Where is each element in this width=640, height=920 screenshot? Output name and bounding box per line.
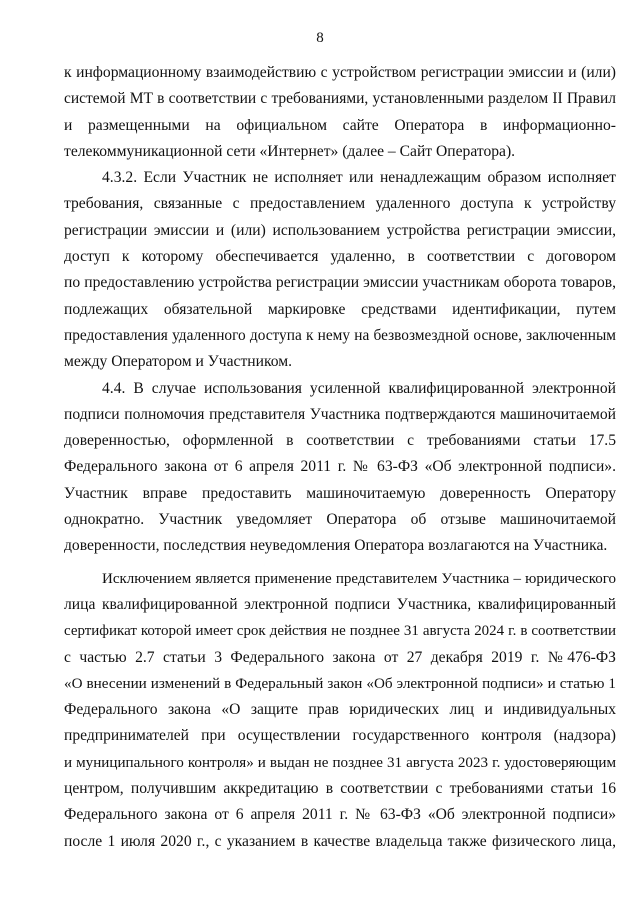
text-line: регистрации эмиссии и (или) использованием устройства регистрации эмиссии,	[64, 221, 616, 239]
paragraph-exception	[64, 566, 616, 855]
paragraph-continuation	[64, 60, 616, 165]
text-line: центром, получившим аккредитацию в соответствии с требованиями статьи 16	[64, 780, 616, 798]
text-line: с частью 2.7 статьи 3 Федерального закона от 27 декабря 2019 г. №476-ФЗ	[64, 648, 616, 666]
text-line: Федерального закона «О защите прав юридических лиц и индивидуальных	[64, 701, 616, 719]
text-line: к информационному взаимодействию с устройством регистрации эмиссии и (или)	[64, 64, 616, 81]
text-line: однократно. Участник уведомляет Оператора об отзыве машиночитаемой	[64, 511, 616, 529]
text-line: после 1 июля 2020 г., с указанием в качестве владельца также физического лица,	[64, 832, 616, 850]
text-line: сертификат которой имеет срок действия не позднее 31 августа 2024 г. в соответствии	[64, 623, 616, 640]
paragraph-4-3-2	[64, 165, 616, 375]
text-line: между Оператором и Участником.	[64, 353, 293, 371]
text-line: предоставления удаленного доступа к нему на безвозмездной основе, заключенным	[64, 326, 616, 344]
text-line: телекоммуникационной сети «Интернет» (далее – Сайт Оператора).	[64, 142, 516, 160]
text-line: требования, связанные с предоставлением удаленного доступа к устройству	[64, 195, 616, 213]
text-line: по предоставлению устройства регистрации эмиссии участникам оборота товаров,	[64, 274, 616, 292]
document-body	[64, 60, 616, 855]
text-line: подлежащих обязательной маркировке средствами идентификации, путем	[64, 300, 616, 318]
text-line: 4.4. В случае использования усиленной квалифицированной электронной	[102, 379, 616, 397]
page-number: 8	[316, 30, 324, 46]
text-line: доступ к которому обеспечивается удаленно, в соответствии с договором	[64, 248, 616, 266]
text-line: 4.3.2. Если Участник не исполняет или ненадлежащим образом исполняет	[102, 169, 616, 187]
text-line: Федерального закона от 6 апреля 2011 г. № 63-ФЗ «Об электронной подписи»	[64, 806, 616, 824]
text-line: лица квалифицированной электронной подписи Участника, квалифицированный	[64, 595, 616, 613]
text-line: подписи полномочия представителя Участника подтверждаются машиночитаемой	[64, 405, 616, 423]
text-line: Федерального закона от 6 апреля 2011 г. № 63-ФЗ «Об электронной подписи».	[64, 458, 616, 476]
text-line: доверенности, последствия неуведомления Оператора возлагаются на Участника.	[64, 537, 608, 555]
paragraph-4-4	[64, 376, 616, 560]
text-line: предпринимателей при осуществлении государственного контроля (надзора)	[64, 727, 616, 745]
text-line: системой МТ в соответствии с требованиями, установленными разделом II Правил	[64, 90, 616, 108]
text-line: Исключением является применение представителем Участника – юридического	[102, 570, 616, 587]
text-line: и размещенными на официальном сайте Оператора в информационно-	[64, 116, 616, 134]
text-line: Участник вправе предоставить машиночитаемую доверенность Оператору	[64, 484, 616, 502]
text-line: доверенностью, оформленной в соответствии с требованиями статьи 17.5	[64, 432, 616, 450]
text-line: «О внесении изменений в Федеральный закон «Об электронной подписи» и статью 1	[64, 675, 616, 692]
text-line: и муниципального контроля» и выдан не позднее 31 августа 2023 г. удостоверяющим	[64, 754, 616, 771]
